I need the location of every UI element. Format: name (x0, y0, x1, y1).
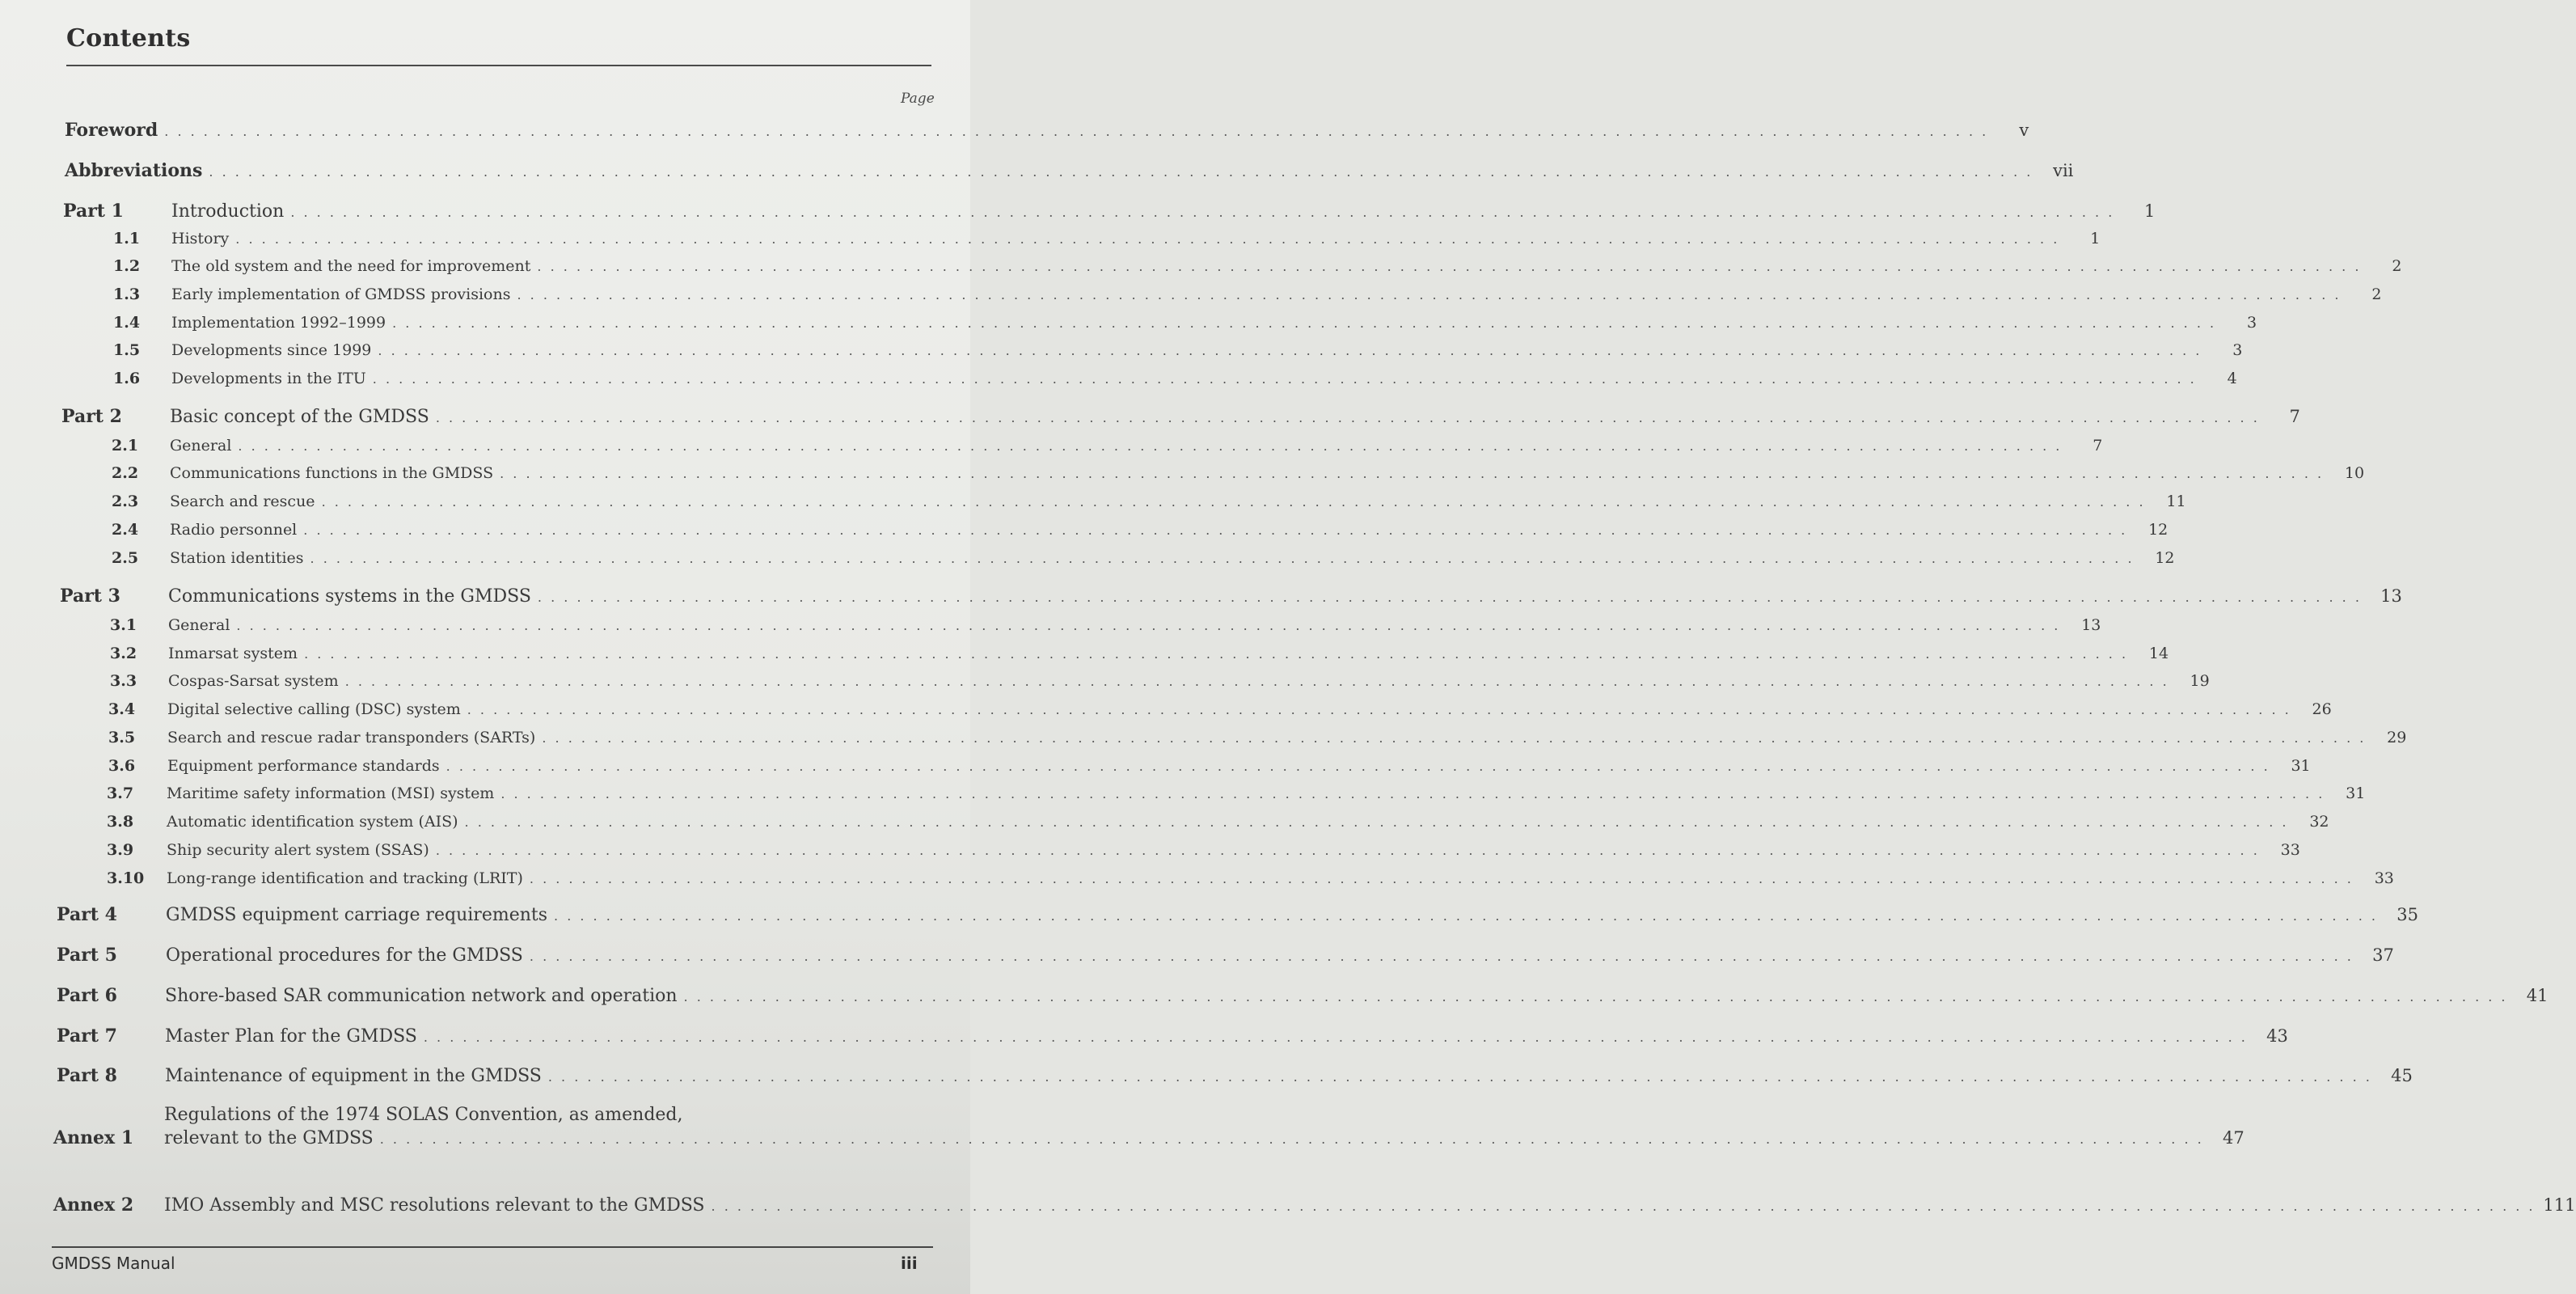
toc-entry-label: Developments since 1999 (171, 341, 372, 359)
toc-entry-page-number: 12 (2155, 549, 2175, 567)
toc-entry-page-number: 2 (2392, 257, 2402, 275)
toc-entry-2-4 (87, 521, 2168, 539)
toc-entry-label: Basic concept of the GMDSS (170, 407, 429, 427)
toc-entry-number: 2.4 (112, 521, 139, 539)
toc-entry-page-number: 10 (2344, 464, 2365, 482)
toc-entry-1-1 (89, 230, 2101, 247)
toc-entry-label: Automatic identification system (AIS) (167, 813, 458, 831)
dot-leader: . . . . . . . . . . . . . . . . . . . . . . . . . . . . . . . . . . . . . . . . . . . . . . . . . . . . . . . . . . . . . . . . . . . . . . . . . . . . . . . . . . . . . . . . . . . . . . . . . . . . . . . . . . . . . . . . . . . . . . . . . . . . . . . . . . . . . . . . . . . . (464, 814, 2289, 830)
dot-leader: . . . . . . . . . . . . . . . . . . . . . . . . . . . . . . . . . . . . . . . . . . . . . . . . . . . . . . . . . . . . . . . . . . . . . . . . . . . . . . . . . . . . . . . . . . . . . . . . . . . . . . . . . . . . . . . . . . . . . . . . . . . . . . . . . . . . . . . . . . . . (529, 871, 2354, 886)
dot-leader: . . . . . . . . . . . . . . . . . . . . . . . . . . . . . . . . . . . . . . . . . . . . . . . . . . . . . . . . . . . . . . . . . . . . . . . . . . . . . . . . . . . . . . . . . . . . . . . . . . . . . . . . . . . . . . . . . . . . . . . . . . . . . . . . . . . . . . . . . . . . (235, 231, 2060, 247)
toc-entry-part-2 (61, 406, 2300, 427)
toc-entry-label: Radio personnel (170, 521, 298, 539)
dot-leader: . . . . . . . . . . . . . . . . . . . . . . . . . . . . . . . . . . . . . . . . . . . . . . . . . . . . . . . . . . . . . . . . . . . . . . . . . . . . . . . . . . . . . . . . . . . . . . . . . . . . . . . . . . . . . . . . . . . . . . . . . . . . . . . . . . . . . . . . . . . . (683, 989, 2508, 1004)
toc-entry-page-number: 19 (2190, 672, 2210, 690)
toc-entry-part-5 (57, 945, 2394, 966)
toc-entry-page-number: 3 (2247, 314, 2257, 332)
toc-entry-label: Long-range identification and tracking (LRIT) (167, 869, 523, 887)
toc-entry-label: The old system and the need for improvement (171, 257, 531, 275)
toc-entry-number: 3.8 (107, 813, 134, 831)
toc-entry-label: General (170, 437, 232, 455)
toc-entry-page-number: 1 (2143, 201, 2156, 221)
toc-entry-page-number: 33 (2280, 841, 2300, 859)
toc-entry-number: Part 8 (57, 1065, 117, 1086)
title-rule (66, 65, 931, 66)
dot-leader: . . . . . . . . . . . . . . . . . . . . . . . . . . . . . . . . . . . . . . . . . . . . . . . . . . . . . . . . . . . . . . . . . . . . . . . . . . . . . . . . . . . . . . . . . . . . . . . . . . . . . . . . . . . . . . . . . . . . . . . . . . . . . . . . . . . . . . . . . . . . (517, 287, 2342, 302)
toc-entry-number: Part 2 (61, 406, 122, 427)
toc-entry-page-number: 31 (2346, 784, 2366, 802)
toc-entry-number: 1.4 (113, 314, 141, 332)
dot-leader: . . . . . . . . . . . . . . . . . . . . . . . . . . . . . . . . . . . . . . . . . . . . . . . . . . . . . . . . . . . . . . . . . . . . . . . . . . . . . . . . . . . . . . . . . . . . . . . . . . . . . . . . . . . . . . . . . . . . . . . . . . . . . . . . . . . . . . . . . . . . (467, 702, 2291, 717)
toc-entry-label: History (171, 230, 230, 247)
toc-entry-1-6 (89, 370, 2237, 387)
toc-entry-3-2 (86, 645, 2169, 662)
toc-entry-number: Part 5 (57, 945, 117, 966)
toc-entry-part-1 (63, 201, 2156, 222)
toc-entry-number: 3.6 (108, 757, 136, 775)
toc-entry-page-number: 7 (2289, 407, 2300, 426)
dot-leader: . . . . . . . . . . . . . . . . . . . . . . . . . . . . . . . . . . . . . . . . . . . . . . . . . . . . . . . . . . . . . . . . . . . . . . . . . . . . . . . . . . . . . . . . . . . . . . . . . . . . . . . . . . . . . . . . . . . . . . . . . . . . . . . . . . . . . . . . . . . . (372, 371, 2197, 387)
toc-entry-number: 3.3 (110, 672, 137, 690)
toc-entry-page-number: 43 (2266, 1026, 2288, 1046)
page-title: Contents (66, 24, 191, 53)
dot-leader: . . . . . . . . . . . . . . . . . . . . . . . . . . . . . . . . . . . . . . . . . . . . . . . . . . . . . . . . . . . . . . . . . . . . . . . . . . . . . . . . . . . . . . . . . . . . . . . . . . . . . . . . . . . . . . . . . . . . . . . . . . . . . . . . . . . . . . . . . . . . (554, 908, 2379, 924)
footer-page-number: iii (901, 1254, 918, 1273)
dot-leader: . . . . . . . . . . . . . . . . . . . . . . . . . . . . . . . . . . . . . . . . . . . . . . . . . . . . . . . . . . . . . . . . . . . . . . . . . . . . . . . . . . . . . . . . . . . . . . . . . . . . . . . . . . . . . . . . . . . . . . . . . . . . . . . . . . . . . . . . . . . . (423, 1030, 2248, 1045)
toc-entry-label: Foreword (65, 120, 158, 141)
toc-entry-label: GMDSS equipment carriage requirements (166, 905, 548, 925)
toc-entry-annex-2 (53, 1195, 2576, 1216)
toc-entry-page-number: vii (2053, 161, 2074, 180)
toc-entry-number: Part 1 (63, 201, 124, 222)
toc-entry-page-number: 41 (2526, 986, 2549, 1005)
toc-entry-page-number: 33 (2374, 869, 2394, 887)
toc-entry-3-9 (82, 841, 2300, 859)
toc-entry-number: 2.3 (112, 493, 139, 510)
toc-entry-page-number: 4 (2227, 370, 2237, 387)
toc-entry-label: Developments in the ITU (171, 370, 366, 387)
toc-entry-label: relevant to the GMDSS (164, 1128, 374, 1148)
dot-leader: . . . . . . . . . . . . . . . . . . . . . . . . . . . . . . . . . . . . . . . . . . . . . . . . . . . . . . . . . . . . . . . . . . . . . . . . . . . . . . . . . . . . . . . . . . . . . . . . . . . . . . . . . . . . . . . . . . . . . . . . . . . . . . . . . . . . . . . . . . . . (500, 466, 2325, 481)
toc-entry-page-number: 31 (2291, 757, 2311, 775)
dot-leader: . . . . . . . . . . . . . . . . . . . . . . . . . . . . . . . . . . . . . . . . . . . . . . . . . . . . . . . . . . . . . . . . . . . . . . . . . . . . . . . . . . . . . . . . . . . . . . . . . . . . . . . . . . . . . . . . . . . . . . . . . . . . . . . . . . . . . . . . . . . . (435, 410, 2260, 425)
dot-leader: . . . . . . . . . . . . . . . . . . . . . . . . . . . . . . . . . . . . . . . . . . . . . . . . . . . . . . . . . . . . . . . . . . . . . . . . . . . . . . . . . . . . . . . . . . . . . . . . . . . . . . . . . . . . . . . . . . . . . . . . . . . . . . . . . . . . . . . . . . . . (537, 590, 2362, 605)
toc-entry-page-number: 47 (2223, 1128, 2244, 1148)
toc-entry-number: 2.2 (112, 464, 139, 482)
toc-entry-3-8 (82, 813, 2329, 831)
toc-entry-number: Part 4 (57, 904, 117, 925)
dot-leader: . . . . . . . . . . . . . . . . . . . . . . . . . . . . . . . . . . . . . . . . . . . . . . . . . . . . . . . . . . . . . . . . . . . . . . . . . . . . . . . . . . . . . . . . . . . . . . . . . . . . . . . . . . . . . . . . . . . . . . . . . . . . . . . . . . . . . . . . . . . . (529, 949, 2354, 964)
toc-entry-1-5 (89, 341, 2243, 359)
toc-entry-part-8 (57, 1065, 2413, 1086)
toc-entry-label: Search and rescue (170, 493, 315, 510)
toc-entry-page-number: 26 (2312, 700, 2332, 718)
toc-entry-3-10 (82, 869, 2394, 887)
toc-entry-2-1 (87, 437, 2103, 455)
toc-entry-label: Maritime safety information (MSI) system (167, 784, 495, 802)
toc-entry-number: Part 7 (57, 1025, 117, 1047)
toc-entry-label: Early implementation of GMDSS provisions (171, 285, 511, 303)
toc-entry-3-3 (86, 672, 2210, 690)
dot-leader: . . . . . . . . . . . . . . . . . . . . . . . . . . . . . . . . . . . . . . . . . . . . . . . . . . . . . . . . . . . . . . . . . . . . . . . . . . . . . . . . . . . . . . . . . . . . . . . . . . . . . . . . . . . . . . . . . . . . . . . . . . . . . . . . . . . . . . . . . . . . (303, 522, 2128, 538)
toc-entry-label-line1-text: Regulations of the 1974 SOLAS Convention, as amended, (164, 1105, 683, 1125)
toc-entry-page-number: 32 (2309, 813, 2329, 831)
footer-rule (52, 1246, 933, 1248)
toc-entry-annex-1 (53, 1127, 2244, 1148)
dot-leader: . . . . . . . . . . . . . . . . . . . . . . . . . . . . . . . . . . . . . . . . . . . . . . . . . . . . . . . . . . . . . . . . . . . . . . . . . . . . . . . . . . . . . . . . . . . . . . . . . . . . . . . . . . . . . . . . . . . . . . . . . . . . . . . . . . . . . . . . . . . . (238, 438, 2063, 454)
toc-entry-2-2 (87, 464, 2365, 482)
toc-entry-page-number: 37 (2372, 945, 2394, 965)
toc-entry-number: 1.3 (113, 285, 141, 303)
toc-entry-number: 1.1 (113, 230, 141, 247)
toc-entry-number: 3.1 (110, 616, 137, 634)
dot-leader: . . . . . . . . . . . . . . . . . . . . . . . . . . . . . . . . . . . . . . . . . . . . . . . . . . . . . . . . . . . . . . . . . . . . . . . . . . . . . . . . . . . . . . . . . . . . . . . . . . . . . . . . . . . . . . . . . . . . . . . . . . . . . . . . . . . . . . . . . . . . (344, 674, 2169, 689)
toc-entry-number: 2.1 (112, 437, 139, 455)
toc-entry-label: Introduction (171, 201, 285, 222)
toc-entry-part-4 (57, 904, 2419, 925)
toc-entry-label: Communications functions in the GMDSS (170, 464, 494, 482)
dot-leader: . . . . . . . . . . . . . . . . . . . . . . . . . . . . . . . . . . . . . . . . . . . . . . . . . . . . . . . . . . . . . . . . . . . . . . . . . . . . . . . . . . . . . . . . . . . . . . . . . . . . . . . . . . . . . . . . . . . . . . . . . . . . . . . . . . . . . . . . . . . . (304, 646, 2129, 662)
dot-leader: . . . . . . . . . . . . . . . . . . . . . . . . . . . . . . . . . . . . . . . . . . . . . . . . . . . . . . . . . . . . . . . . . . . . . . . . . . . . . . . . . . . . . . . . . . . . . . . . . . . . . . . . . . . . . . . . . . . . . . . . . . . . . . . . . . . . . . . . . . . . (392, 315, 2217, 331)
dot-leader: . . . . . . . . . . . . . . . . . . . . . . . . . . . . . . . . . . . . . . . . . . . . . . . . . . . . . . . . . . . . . . . . . . . . . . . . . . . . . . . . . . . . . . . . . . . . . . . . . . . . . . . . . . . . . . . . . . . . . . . . . . . . . . . . . . . . . . . . . . . . (321, 494, 2146, 510)
toc-entry-label: Communications systems in the GMDSS (168, 586, 531, 607)
toc-entry-label: General (168, 616, 230, 634)
toc-entry-1-2 (89, 257, 2402, 275)
toc-entry-number: Annex 1 (53, 1127, 134, 1148)
dot-leader: . . . . . . . . . . . . . . . . . . . . . . . . . . . . . . . . . . . . . . . . . . . . . . . . . . . . . . . . . . . . . . . . . . . . . . . . . . . . . . . . . . . . . . . . . . . . . . . . . . . . . . . . . . . . . . . . . . . . . . . . . . . . . . . . . . . . . . . . . . . . (209, 164, 2033, 180)
toc-entry-label: Operational procedures for the GMDSS (166, 945, 523, 966)
page-column-heading: Page (901, 91, 935, 107)
toc-entry-part-3 (60, 586, 2402, 607)
toc-entry-number: Annex 2 (53, 1195, 134, 1216)
toc-entry-page-number: 2 (2371, 285, 2382, 303)
toc-entry-number: 1.2 (113, 257, 141, 275)
toc-entry-number: 1.5 (113, 341, 141, 359)
toc-entry-number: 3.4 (108, 700, 136, 718)
dot-leader: . . . . . . . . . . . . . . . . . . . . . . . . . . . . . . . . . . . . . . . . . . . . . . . . . . . . . . . . . . . . . . . . . . . . . . . . . . . . . . . . . . . . . . . . . . . . . . . . . . . . . . . . . . . . . . . . . . . . . . . . . . . . . . . . . . . . . . . . . . . . (446, 759, 2270, 774)
toc-entry-label: Implementation 1992–1999 (171, 314, 386, 332)
toc-entry-part-7 (57, 1025, 2288, 1047)
toc-entry-label: Master Plan for the GMDSS (165, 1026, 417, 1047)
dot-leader: . . . . . . . . . . . . . . . . . . . . . . . . . . . . . . . . . . . . . . . . . . . . . . . . . . . . . . . . . . . . . . . . . . . . . . . . . . . . . . . . . . . . . . . . . . . . . . . . . . . . . . . . . . . . . . . . . . . . . . . . . . . . . . . . . . . . . . . . . . . . (711, 1199, 2536, 1214)
toc-entry-page-number: 14 (2148, 645, 2169, 662)
toc-entry-2-3 (87, 493, 2186, 510)
toc-entry-page-number: 3 (2232, 341, 2243, 359)
toc-entry-page-number: v (2019, 121, 2029, 140)
toc-entry-2-5 (87, 549, 2175, 567)
toc-entry-page-number: 11 (2166, 493, 2186, 510)
toc-entry-page-number: 35 (2397, 905, 2419, 924)
dot-leader: . . . . . . . . . . . . . . . . . . . . . . . . . . . . . . . . . . . . . . . . . . . . . . . . . . . . . . . . . . . . . . . . . . . . . . . . . . . . . . . . . . . . . . . . . . . . . . . . . . . . . . . . . . . . . . . . . . . . . . . . . . . . . . . . . . . . . . . . . . . . (379, 1131, 2204, 1147)
toc-entry-label: Digital selective calling (DSC) system (167, 700, 461, 718)
toc-entry-number: 3.10 (107, 869, 145, 887)
toc-entry-label: IMO Assembly and MSC resolutions relevant to the GMDSS (164, 1195, 705, 1216)
dot-leader: . . . . . . . . . . . . . . . . . . . . . . . . . . . . . . . . . . . . . . . . . . . . . . . . . . . . . . . . . . . . . . . . . . . . . . . . . . . . . . . . . . . . . . . . . . . . . . . . . . . . . . . . . . . . . . . . . . . . . . . . . . . . . . . . . . . . . . . . . . . . (537, 259, 2362, 274)
toc-entry-label: Search and rescue radar transponders (SARTs) (167, 729, 536, 746)
dot-leader: . . . . . . . . . . . . . . . . . . . . . . . . . . . . . . . . . . . . . . . . . . . . . . . . . . . . . . . . . . . . . . . . . . . . . . . . . . . . . . . . . . . . . . . . . . . . . . . . . . . . . . . . . . . . . . . . . . . . . . . . . . . . . . . . . . . . . . . . . . . . (542, 730, 2367, 746)
toc-entry-label: Abbreviations (65, 160, 203, 181)
toc-entry-part-6 (57, 985, 2549, 1006)
toc-entry-3-1 (86, 616, 2101, 634)
toc-entry-page-number: 12 (2148, 521, 2168, 539)
toc-entry-page-number: 111 (2543, 1195, 2576, 1215)
toc-entry-number: Part 3 (60, 586, 120, 607)
toc-entry-number: 3.9 (107, 841, 134, 859)
toc-entry-page-number: 7 (2092, 437, 2103, 455)
dot-leader: . . . . . . . . . . . . . . . . . . . . . . . . . . . . . . . . . . . . . . . . . . . . . . . . . . . . . . . . . . . . . . . . . . . . . . . . . . . . . . . . . . . . . . . . . . . . . . . . . . . . . . . . . . . . . . . . . . . . . . . . . . . . . . . . . . . . . . . . . . . . (236, 618, 2061, 633)
footer-manual-title: GMDSS Manual (52, 1254, 175, 1273)
dot-leader: . . . . . . . . . . . . . . . . . . . . . . . . . . . . . . . . . . . . . . . . . . . . . . . . . . . . . . . . . . . . . . . . . . . . . . . . . . . . . . . . . . . . . . . . . . . . . . . . . . . . . . . . . . . . . . . . . . . . . . . . . . . . . . . . . . . . . . . . . . . . (290, 205, 2115, 220)
toc-entry-label-line1 (164, 1105, 683, 1125)
toc-entry-page-number: 45 (2391, 1066, 2413, 1085)
toc-entry-3-5 (84, 729, 2407, 746)
toc-entry-number: 3.2 (110, 645, 137, 662)
dot-leader: . . . . . . . . . . . . . . . . . . . . . . . . . . . . . . . . . . . . . . . . . . . . . . . . . . . . . . . . . . . . . . . . . . . . . . . . . . . . . . . . . . . . . . . . . . . . . . . . . . . . . . . . . . . . . . . . . . . . . . . . . . . . . . . . . . . . . . . . . . . . (164, 124, 1989, 139)
toc-entry-label: Cospas-Sarsat system (168, 672, 339, 690)
toc-entry-label: Inmarsat system (168, 645, 298, 662)
toc-entry-1-4 (89, 314, 2257, 332)
dot-leader: . . . . . . . . . . . . . . . . . . . . . . . . . . . . . . . . . . . . . . . . . . . . . . . . . . . . . . . . . . . . . . . . . . . . . . . . . . . . . . . . . . . . . . . . . . . . . . . . . . . . . . . . . . . . . . . . . . . . . . . . . . . . . . . . . . . . . . . . . . . . (435, 843, 2260, 858)
toc-entry-abbreviations (65, 160, 2074, 181)
toc-entry-1-3 (89, 285, 2382, 303)
toc-entry-label: Ship security alert system (SSAS) (167, 841, 429, 859)
toc-entry-number: Part 6 (57, 985, 117, 1006)
dot-leader: . . . . . . . . . . . . . . . . . . . . . . . . . . . . . . . . . . . . . . . . . . . . . . . . . . . . . . . . . . . . . . . . . . . . . . . . . . . . . . . . . . . . . . . . . . . . . . . . . . . . . . . . . . . . . . . . . . . . . . . . . . . . . . . . . . . . . . . . . . . . (547, 1069, 2372, 1085)
dot-leader: . . . . . . . . . . . . . . . . . . . . . . . . . . . . . . . . . . . . . . . . . . . . . . . . . . . . . . . . . . . . . . . . . . . . . . . . . . . . . . . . . . . . . . . . . . . . . . . . . . . . . . . . . . . . . . . . . . . . . . . . . . . . . . . . . . . . . . . . . . . . (378, 343, 2202, 358)
toc-entry-foreword (65, 120, 2029, 141)
toc-entry-number: 3.7 (107, 784, 134, 802)
toc-entry-label: Maintenance of equipment in the GMDSS (165, 1066, 542, 1086)
toc-entry-page-number: 1 (2090, 230, 2101, 247)
toc-entry-page-number: 29 (2387, 729, 2407, 746)
toc-entry-label: Equipment performance standards (167, 757, 440, 775)
dot-leader: . . . . . . . . . . . . . . . . . . . . . . . . . . . . . . . . . . . . . . . . . . . . . . . . . . . . . . . . . . . . . . . . . . . . . . . . . . . . . . . . . . . . . . . . . . . . . . . . . . . . . . . . . . . . . . . . . . . . . . . . . . . . . . . . . . . . . . . . . . . . (310, 551, 2135, 566)
toc-entry-3-4 (84, 700, 2332, 718)
toc-entry-3-7 (82, 784, 2366, 802)
toc-entry-number: 2.5 (112, 549, 139, 567)
toc-entry-page-number: 13 (2380, 586, 2402, 606)
toc-entry-page-number: 13 (2081, 616, 2101, 634)
dot-leader: . . . . . . . . . . . . . . . . . . . . . . . . . . . . . . . . . . . . . . . . . . . . . . . . . . . . . . . . . . . . . . . . . . . . . . . . . . . . . . . . . . . . . . . . . . . . . . . . . . . . . . . . . . . . . . . . . . . . . . . . . . . . . . . . . . . . . . . . . . . . (500, 786, 2325, 801)
toc-entry-number: 3.5 (108, 729, 136, 746)
toc-entry-label: Station identities (170, 549, 304, 567)
toc-entry-number: 1.6 (113, 370, 141, 387)
toc-entry-label: Shore-based SAR communication network and operation (165, 986, 678, 1006)
toc-entry-3-6 (84, 757, 2311, 775)
